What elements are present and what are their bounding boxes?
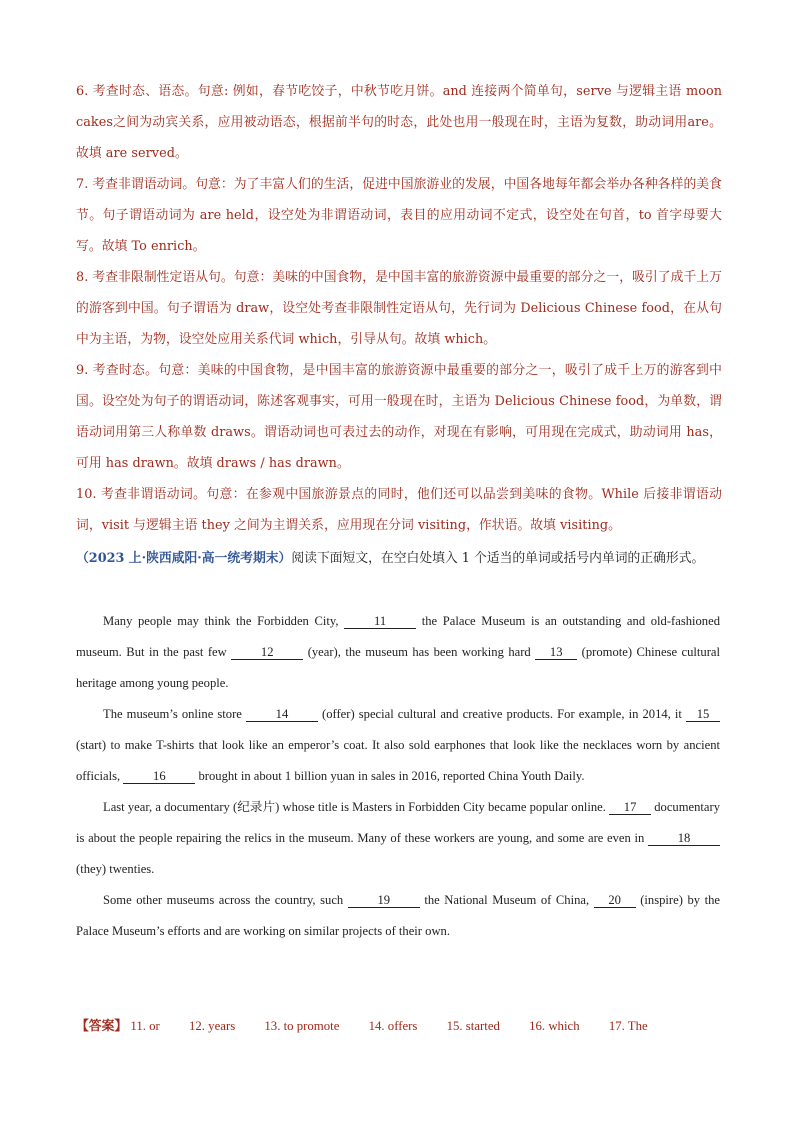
blank-13[interactable]: 13	[535, 645, 577, 660]
reading-passage	[76, 606, 720, 947]
blank-18[interactable]: 18	[648, 831, 720, 846]
explanation-10: 10. 考查非谓语动词。句意：在参观中国旅游景点的同时，他们还可以品尝到美味的食物。While 后接非谓语动词，visit 与逻辑主语 they 之间为主谓关系，应用现在分词 visiting，作状语。故填 visiting。	[76, 487, 722, 533]
passage-paragraph-3: Last year, a documentary (纪录片) whose title is Masters in Forbidden City became popular online. 17 documentary is about the people repairing the relics in the museum. Many of these workers are young, and some are even in 18 (they) twenties.	[76, 800, 720, 876]
blank-15[interactable]: 15	[686, 707, 720, 722]
explanation-9: 9. 考查时态。句意：美味的中国食物，是中国丰富的旅游资源中最重要的部分之一，吸引了成千上万的游客到中国。设空处为句子的谓语动词，陈述客观事实，可用一般现在时，主语为 Delicious Chinese food，为单数，谓语动词用第三人称单数 draws。谓语动词也可表过去的动作，对现在有影响，可用现在完成式，助动词用 has，可用 has drawn。故填 draws / has drawn。	[76, 363, 722, 471]
answer-16: 16. which	[529, 1019, 580, 1033]
blank-12[interactable]: 12	[231, 645, 303, 660]
explanation-8: 8. 考查非限制性定语从句。句意：美味的中国食物，是中国丰富的旅游资源中最重要的部分之一，吸引了成千上万的游客到中国。句子谓语为 draw，设空处考查非限制性定语从句，先行词为 Delicious Chinese food，在从句中为主语，为物，设空处应用关系代词 which，引导从句。故填 which。	[76, 270, 722, 347]
passage-paragraph-1: Many people may think the Forbidden City, 11 the Palace Museum is an outstanding and old-fashioned museum. But in the past few 12 (year), the museum has been working hard 13 (promote) Chinese cultural heritage among young people.	[76, 614, 720, 690]
answer-11: 11. or	[130, 1019, 160, 1033]
source-tag: （2023 上·陕西咸阳·高一统考期末）	[76, 551, 292, 566]
explanation-6: 6. 考查时态、语态。句意: 例如，春节吃饺子，中秋节吃月饼。and 连接两个简单句，serve 与逻辑主语 moon cakes之间为动宾关系，应用被动语态，根据前半句的时态，此处也用一般现在时，主语为复数，助动词用are。故填 are served。	[76, 84, 722, 161]
instruction-text: 阅读下面短文，在空白处填入 1 个适当的单词或括号内单词的正确形式。	[291, 551, 705, 566]
answer-13: 13. to promote	[264, 1019, 340, 1033]
answer-17: 17. The	[608, 1019, 648, 1033]
answer-tag: 【答案】	[76, 1019, 128, 1033]
blank-16[interactable]: 16	[123, 769, 195, 784]
answer-14: 14. offers	[368, 1019, 418, 1033]
blank-14[interactable]: 14	[246, 707, 318, 722]
passage-paragraph-2: The museum’s online store 14 (offer) special cultural and creative products. For example, in 2014, it 15 (start) to make T-shirts that look like an emperor’s coat. It also sold earphones that look like the necklaces worn by ancient officials, 16 brought in about 1 billion yuan in sales in 2016, reported China Youth Daily.	[76, 707, 720, 783]
blank-19[interactable]: 19	[348, 893, 420, 908]
passage-paragraph-4: Some other museums across the country, such 19 the National Museum of China, 20 (inspire) by the Palace Museum’s efforts and are working on similar projects of their own.	[76, 893, 720, 938]
blank-11[interactable]: 11	[344, 614, 416, 629]
blank-20[interactable]: 20	[594, 893, 636, 908]
answer-15: 15. started	[446, 1019, 500, 1033]
blank-17[interactable]: 17	[609, 800, 651, 815]
answer-12: 12. years	[188, 1019, 236, 1033]
question-source-line	[76, 543, 722, 574]
explanation-7: 7. 考查非谓语动词。句意：为了丰富人们的生活，促进中国旅游业的发展，中国各地每年都会举办各种各样的美食节。句子谓语动词为 are held，设空处为非谓语动词，表目的应用动词不定式，设空处在句首，to 首字母要大写。故填 To enrich。	[76, 177, 722, 254]
explanations-block	[76, 76, 722, 541]
answer-line	[76, 1015, 726, 1034]
